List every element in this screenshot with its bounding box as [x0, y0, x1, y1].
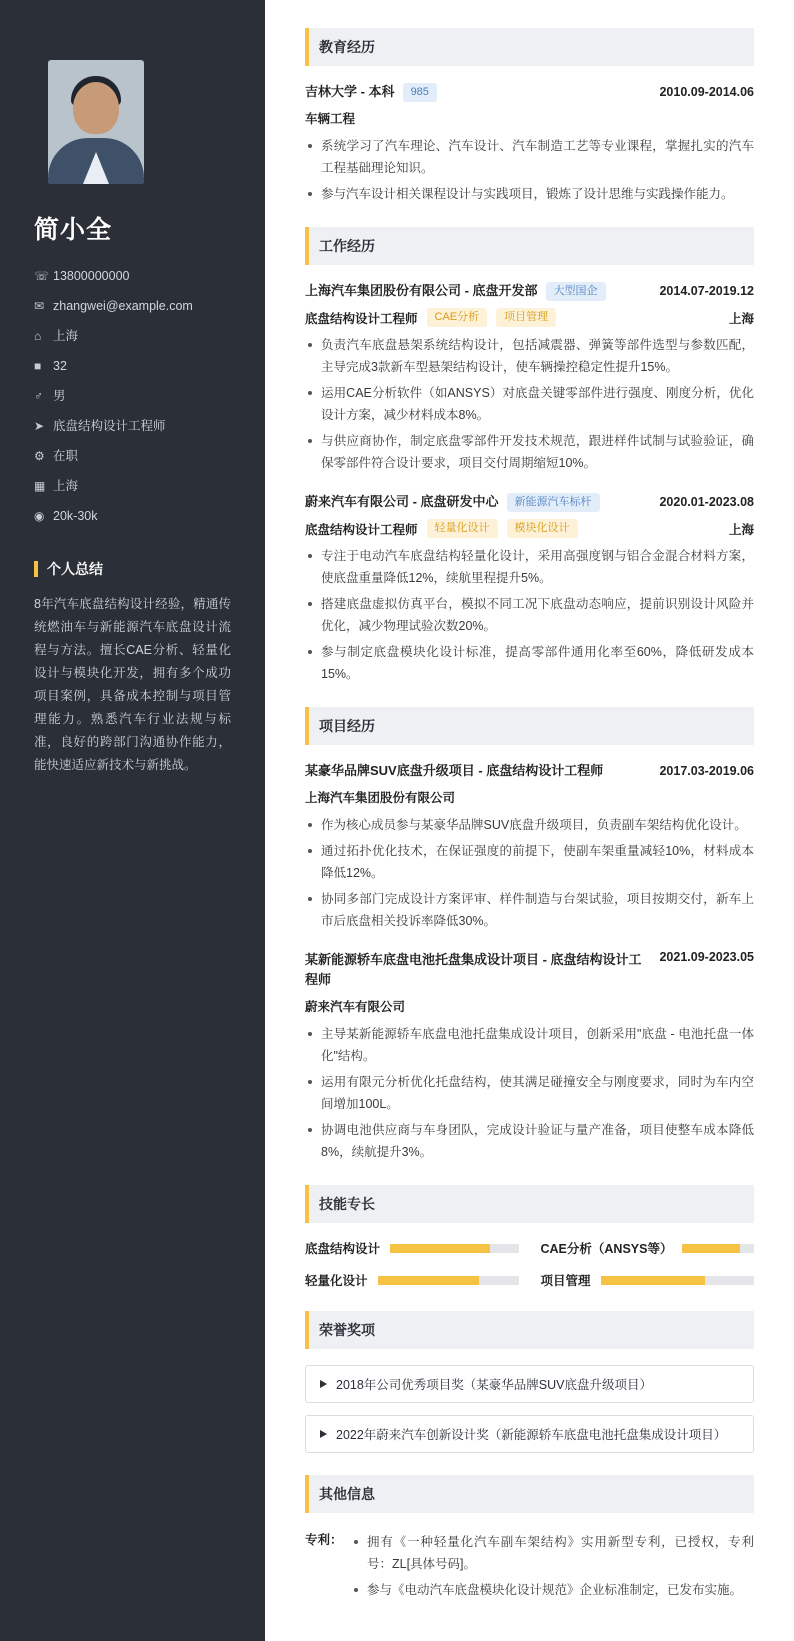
- contact-value: 男: [53, 389, 66, 403]
- project-bullets: [305, 814, 754, 932]
- skill-bar: [390, 1244, 518, 1253]
- contact-item-phone: [34, 268, 231, 285]
- status-icon: ⚙: [34, 449, 45, 463]
- role-tag: 轻量化设计: [427, 519, 498, 538]
- skill-bar: [378, 1276, 519, 1285]
- work-entry: [305, 281, 754, 474]
- list-item: 作为核心成员参与某豪华品牌SUV底盘升级项目，负责副车架结构优化设计。: [305, 814, 754, 836]
- work-date: 2020.01-2023.08: [659, 495, 754, 509]
- skill-fill: [378, 1276, 480, 1285]
- other-body: [351, 1529, 754, 1605]
- contact-value: 20k-30k: [53, 509, 98, 523]
- skill-item: [305, 1239, 519, 1257]
- list-item: 拥有《一种轻量化汽车副车架结构》实用新型专利，已授权，专利号：ZL[具体号码]。: [351, 1531, 754, 1575]
- project-entry: [305, 950, 754, 1163]
- contact-item-age: [34, 358, 231, 375]
- contact-value: 13800000000: [53, 269, 130, 283]
- age-icon: ■: [34, 359, 42, 373]
- list-item: 运用有限元分析优化托盘结构，使其满足碰撞安全与刚度要求，同时为车内空间增加100L。: [305, 1071, 754, 1115]
- role-tag: 模块化设计: [507, 519, 578, 538]
- list-item: 与供应商协作，制定底盘零部件开发技术规范，跟进样件试制与试验验证，确保零部件符合设计要求，项目交付周期缩短10%。: [305, 430, 754, 474]
- work-bullets: [305, 334, 754, 474]
- skill-bar: [601, 1276, 754, 1285]
- job-role: 底盘结构设计工程师: [305, 522, 418, 537]
- skill-bar: [682, 1244, 754, 1253]
- summary-heading: [34, 559, 231, 579]
- major-name: 车辆工程: [305, 112, 356, 126]
- project-company: 蔚来汽车有限公司: [305, 1000, 406, 1014]
- accent-bar: [305, 227, 309, 265]
- job-role: 底盘结构设计工程师: [305, 311, 418, 326]
- work-bullets: [305, 545, 754, 685]
- accent-bar: [305, 1311, 309, 1349]
- education-bullets: [305, 135, 754, 205]
- triangle-icon: [320, 1380, 327, 1388]
- skill-fill: [682, 1244, 739, 1253]
- section-title: 教育经历: [319, 39, 375, 55]
- skills-grid: [305, 1239, 754, 1289]
- salary-icon: ◉: [34, 509, 45, 523]
- accent-bar: [305, 1475, 309, 1513]
- contact-value: 在职: [53, 449, 79, 463]
- project-title: 某豪华品牌SUV底盘升级项目 - 底盘结构设计工程师: [305, 763, 604, 778]
- contact-item-gender: [34, 388, 231, 405]
- contact-value: zhangwei@example.com: [53, 299, 193, 313]
- project-title: 某新能源轿车底盘电池托盘集成设计项目 - 底盘结构设计工程师: [305, 952, 642, 987]
- gender-icon: ♂: [34, 389, 43, 403]
- contact-value: 上海: [53, 479, 79, 493]
- list-item: 协调电池供应商与车身团队，完成设计验证与量产准备，项目使整车成本降低8%，续航提升3%。: [305, 1119, 754, 1163]
- accent-bar: [305, 1185, 309, 1223]
- list-item: 搭建底盘虚拟仿真平台，模拟不同工况下底盘动态响应，提前识别设计风险并优化，减少物理试验次数20%。: [305, 593, 754, 637]
- summary-title: 个人总结: [47, 561, 103, 577]
- work-location: 上海: [728, 522, 754, 537]
- list-item: 通过拓扑优化技术，在保证强度的前提下，使副车架重量减轻10%，材料成本降低12%。: [305, 840, 754, 884]
- company-tag: 大型国企: [546, 282, 606, 301]
- main-content: [265, 0, 794, 1641]
- award-item: [305, 1415, 754, 1453]
- list-item: 运用CAE分析软件（如ANSYS）对底盘关键零部件进行强度、刚度分析，优化设计方案，减少材料成本8%。: [305, 382, 754, 426]
- section-header-skills: [305, 1185, 754, 1223]
- other-bullets: [351, 1531, 754, 1601]
- contact-item-salary: [34, 508, 231, 525]
- position-icon: ➤: [34, 419, 45, 433]
- work-entry: [305, 492, 754, 685]
- list-item: 协同多部门完成设计方案评审、样件制造与台架试验，项目按期交付，新车上市后底盘相关投诉率降低30%。: [305, 888, 754, 932]
- list-item: 主导某新能源轿车底盘电池托盘集成设计项目，创新采用"底盘 - 电池托盘一体化"结构。: [305, 1023, 754, 1067]
- section-title: 技能专长: [319, 1196, 375, 1212]
- school-tag: 985: [403, 83, 437, 102]
- accent-bar: [305, 707, 309, 745]
- skill-item: [305, 1271, 519, 1289]
- skill-label: 底盘结构设计: [305, 1242, 381, 1256]
- section-title: 项目经历: [319, 718, 375, 734]
- role-tag: CAE分析: [427, 308, 488, 327]
- award-label: 2022年蔚来汽车创新设计奖（新能源轿车底盘电池托盘集成设计项目）: [336, 1428, 727, 1442]
- contact-item-email: [34, 298, 231, 315]
- contact-item-status: [34, 448, 231, 465]
- project-company: 上海汽车集团股份有限公司: [305, 791, 456, 805]
- triangle-icon: [320, 1430, 327, 1438]
- work-date: 2014.07-2019.12: [659, 284, 754, 298]
- other-label: 专利：: [305, 1533, 343, 1547]
- contact-item-home: [34, 328, 231, 345]
- project-entry: [305, 761, 754, 932]
- skill-item: [541, 1239, 755, 1257]
- work-location: 上海: [728, 311, 754, 326]
- list-item: 参与汽车设计相关课程设计与实践项目，锻炼了设计思维与实践操作能力。: [305, 183, 754, 205]
- award-item: [305, 1365, 754, 1403]
- contact-value: 上海: [53, 329, 79, 343]
- list-item: 专注于电动汽车底盘结构轻量化设计，采用高强度钢与铝合金混合材料方案，使底盘重量降低12%，续航里程提升5%。: [305, 545, 754, 589]
- contact-value: 底盘结构设计工程师: [53, 419, 166, 433]
- section-title: 工作经历: [319, 238, 375, 254]
- list-item: 参与《电动汽车底盘模块化设计规范》企业标准制定，已发布实施。: [351, 1579, 754, 1601]
- education-date: 2010.09-2014.06: [659, 85, 754, 99]
- accent-bar: [34, 561, 38, 577]
- avatar: [48, 60, 144, 184]
- project-bullets: [305, 1023, 754, 1163]
- section-header-education: [305, 28, 754, 66]
- school-name: 吉林大学 - 本科: [305, 84, 395, 99]
- project-date: 2017.03-2019.06: [659, 764, 754, 778]
- list-item: 负责汽车底盘悬架系统结构设计，包括减震器、弹簧等部件选型与参数匹配，主导完成3款新车型悬架结构设计，使车辆操控稳定性提升15%。: [305, 334, 754, 378]
- candidate-name: 简小全: [34, 216, 113, 244]
- other-row: [305, 1529, 754, 1605]
- section-header-other: [305, 1475, 754, 1513]
- section-header-awards: [305, 1311, 754, 1349]
- company-tag: 新能源汽车标杆: [507, 493, 600, 512]
- project-date: 2021.09-2023.05: [659, 950, 754, 964]
- accent-bar: [305, 28, 309, 66]
- sidebar: [0, 0, 265, 1641]
- home-icon: ⌂: [34, 329, 42, 343]
- skill-label: CAE分析（ANSYS等）: [540, 1242, 673, 1256]
- award-label: 2018年公司优秀项目奖（某豪华品牌SUV底盘升级项目）: [336, 1378, 653, 1392]
- section-title: 荣誉奖项: [319, 1322, 375, 1338]
- contact-item-position: [34, 418, 231, 435]
- contact-item-city: [34, 478, 231, 495]
- section-title: 其他信息: [319, 1486, 375, 1502]
- summary-text: 8年汽车底盘结构设计经验，精通传统燃油车与新能源汽车底盘设计流程与方法。擅长CAE分析、轻量化设计与模块化开发，拥有多个成功项目案例，具备成本控制与项目管理能力。熟悉汽车行业法规与标准，良好的跨部门沟通协作能力，能快速适应新技术与新挑战。: [34, 597, 231, 772]
- contact-value: 32: [53, 359, 67, 373]
- company-name: 蔚来汽车有限公司 - 底盘研发中心: [305, 494, 499, 509]
- email-icon: ✉: [34, 299, 45, 313]
- skill-fill: [390, 1244, 490, 1253]
- building-icon: ▦: [34, 479, 46, 493]
- list-item: 系统学习了汽车理论、汽车设计、汽车制造工艺等专业课程，掌握扎实的汽车工程基础理论知识。: [305, 135, 754, 179]
- company-name: 上海汽车集团股份有限公司 - 底盘开发部: [305, 283, 538, 298]
- skill-fill: [601, 1276, 705, 1285]
- contact-list: [34, 268, 231, 525]
- phone-icon: ☏: [34, 269, 50, 283]
- education-entry: [305, 82, 754, 205]
- role-tag: 项目管理: [496, 308, 556, 327]
- skill-item: [541, 1271, 755, 1289]
- section-header-work: [305, 227, 754, 265]
- list-item: 参与制定底盘模块化设计标准，提高零部件通用化率至60%，降低研发成本15%。: [305, 641, 754, 685]
- skill-label: 项目管理: [540, 1274, 591, 1288]
- section-header-project: [305, 707, 754, 745]
- skill-label: 轻量化设计: [305, 1274, 368, 1288]
